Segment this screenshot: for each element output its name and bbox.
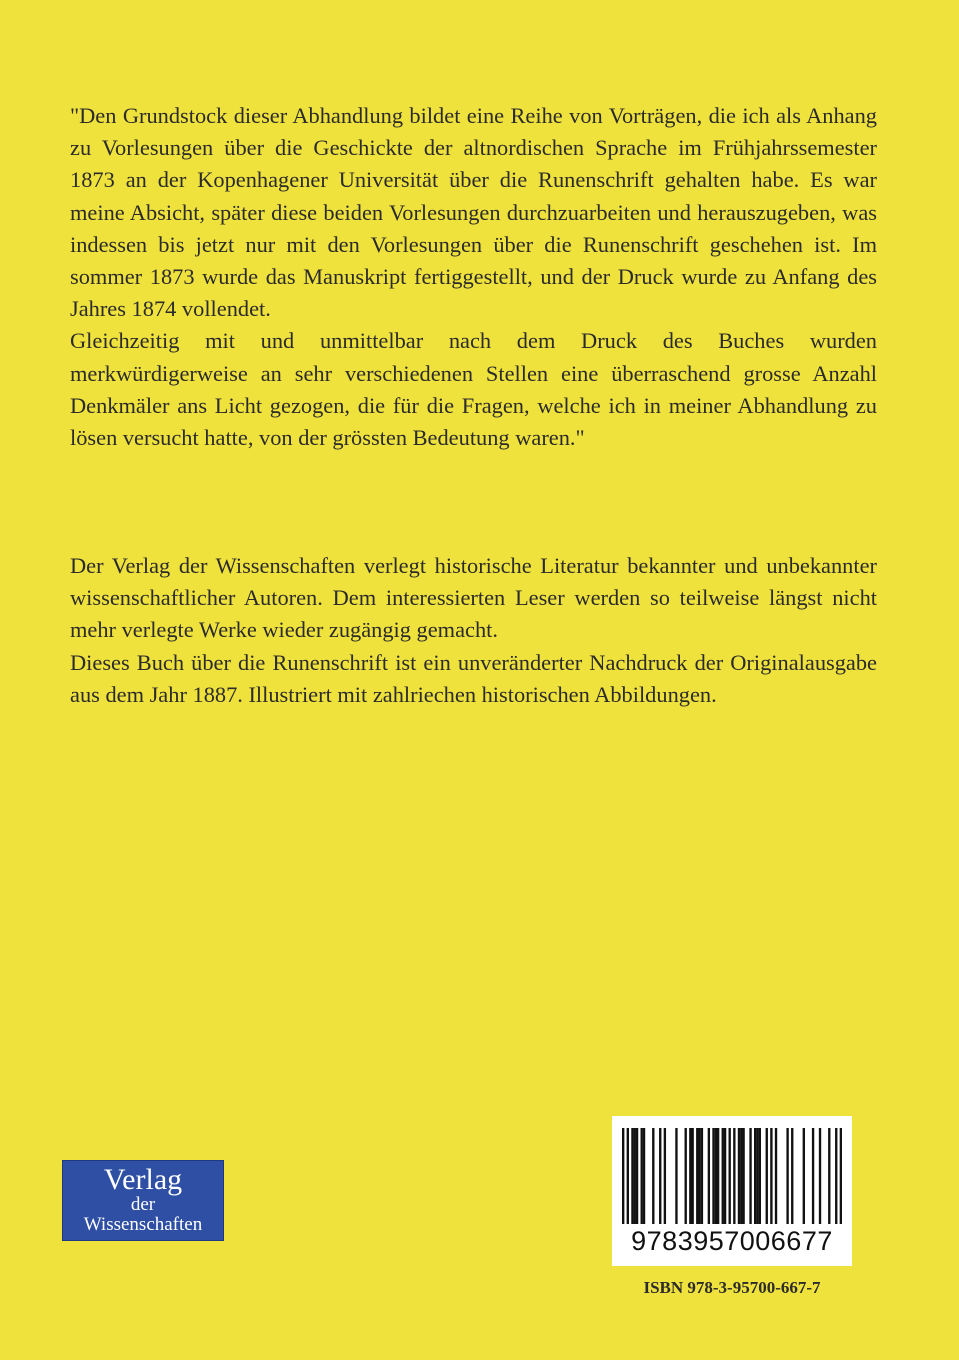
barcode-bar — [740, 1128, 742, 1224]
barcode-bar — [631, 1128, 633, 1224]
publisher-logo — [62, 1160, 224, 1241]
barcode-bar — [756, 1128, 758, 1224]
barcode-bar — [689, 1128, 691, 1224]
barcode-bar — [729, 1128, 731, 1224]
logo-line-wissenschaften: Wissenschaften — [83, 1214, 203, 1235]
barcode-bar — [749, 1128, 751, 1224]
barcode-bar — [652, 1128, 654, 1224]
barcode-bar — [664, 1128, 666, 1224]
barcode-bar — [766, 1128, 768, 1224]
barcode-bar — [708, 1128, 710, 1224]
barcode-bar — [742, 1128, 744, 1224]
barcode-bar — [738, 1128, 740, 1224]
barcode — [612, 1116, 852, 1266]
barcode-bar — [675, 1128, 677, 1224]
logo-line-verlag: Verlag — [103, 1163, 183, 1196]
barcode-bar — [812, 1128, 814, 1224]
barcode-digits: 9783957006677 — [631, 1226, 833, 1256]
barcode-bar — [775, 1128, 777, 1224]
barcode-bar — [701, 1128, 703, 1224]
barcode-bar — [698, 1128, 700, 1224]
barcode-bar — [712, 1128, 714, 1224]
logo-line-der: der — [130, 1194, 156, 1215]
barcode-bar — [634, 1128, 636, 1224]
barcode-bar — [696, 1128, 698, 1224]
barcode-bar — [819, 1128, 821, 1224]
quote-paragraph-2: Gleichzeitig mit und unmittelbar nach dem Druck des Buches wurden merkwürdigerweise an sehr verschiedenen Stellen eine überraschend grosse Anzahl Denkmäler ans Licht gezogen, die für die Fragen, welche ich in meiner Abhandlung zu lösen versucht hatte, von der grössten Bedeutung waren." — [70, 328, 877, 451]
barcode-bar — [840, 1128, 842, 1224]
quote-block — [70, 100, 877, 454]
barcode-bar — [643, 1128, 645, 1224]
barcode-bars — [622, 1128, 842, 1224]
barcode-bar — [691, 1128, 693, 1224]
publisher-description — [70, 550, 877, 711]
publisher-paragraph-2: Dieses Buch über die Runenschrift ist ein unveränderter Nachdruck der Originalausgabe aus dem Jahr 1887. Illustriert mit zahlriechen historischen Abbildungen. — [70, 649, 877, 707]
quote-paragraph-1: "Den Grundstock dieser Abhandlung bildet eine Reihe von Vorträgen, die ich als Anhang zu Vorlesungen über die Geschickte der altnordischen Sprache im Frühjahrssemester 1873 an der Kopenhagener Universität über die Runenschrift gehalten habe. Es war meine Absicht, später diese beiden Vorlesungen durchzuarbeiten und herauszugeben, was indessen bis jetzt nur mit den Vorlesungen über die Runenschrift geschehen ist. Im sommer 1873 wurde das Manuskript fertiggestellt, und der Druck wurde zu Anfang des Jahres 1874 vollendet. — [70, 103, 877, 322]
barcode-bar — [659, 1128, 661, 1224]
barcode-bar — [791, 1128, 793, 1224]
isbn-label: ISBN 978-3-95700-667-7 — [643, 1278, 821, 1297]
barcode-bar — [724, 1128, 726, 1224]
barcode-bar — [733, 1128, 735, 1224]
barcode-bar — [717, 1128, 719, 1224]
barcode-bar — [828, 1128, 830, 1224]
barcode-bar — [759, 1128, 761, 1224]
barcode-bar — [770, 1128, 772, 1224]
barcode-bar — [722, 1128, 724, 1224]
barcode-bar — [754, 1128, 756, 1224]
barcode-bar — [835, 1128, 837, 1224]
barcode-bar — [685, 1128, 687, 1224]
barcode-bar — [715, 1128, 717, 1224]
barcode-bar — [803, 1128, 805, 1224]
barcode-bar — [636, 1128, 638, 1224]
publisher-paragraph-1: Der Verlag der Wissenschaften verlegt historische Literatur bekannter und unbekannter wissenschaftlicher Autoren. Dem interessierten Leser werden so teilweise längst nicht mehr verlegte Werke wieder zugängig gemacht. — [70, 553, 877, 643]
barcode-bar — [622, 1128, 624, 1224]
barcode-bar — [786, 1128, 788, 1224]
barcode-bar — [627, 1128, 629, 1224]
barcode-bar — [641, 1128, 643, 1224]
